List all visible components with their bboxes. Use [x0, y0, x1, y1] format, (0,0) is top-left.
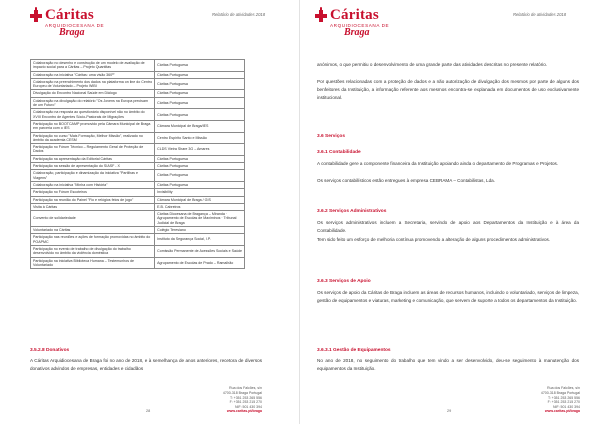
table-cell-entity: Cáritas Portuguesa — [155, 60, 245, 72]
table-cell-activity: Divulgação do Encontro Nacional Saúde em Diálogo — [31, 90, 155, 97]
table-cell-entity: Centro Espírito Santo e Missão — [155, 132, 245, 144]
intro-text-2: Por questões relacionadas com a proteção de dados e a não autorização de divulgação dos mesmos por parte de alguns dos benfeitores da Instituição, a informação referente aos mesmos encontra-se explanada em documentos de uso exclusivamente institucional. — [317, 79, 579, 101]
section-title-contabilidade: 3.6.1 Contabilidade — [317, 150, 361, 155]
section-title-equipamentos: 3.6.3.1 Gestão de Equipamentos — [317, 348, 391, 353]
table-row — [31, 203, 245, 210]
table-cell-entity: Agrupamento de Escolas de Prado – Ramalhão — [155, 257, 245, 269]
table-row — [31, 155, 245, 162]
table-row — [31, 257, 245, 269]
caritas-logo — [315, 8, 389, 38]
table-cell-entity: E.B. Cabreiros — [155, 203, 245, 210]
table-cell-activity: Participação no BOOTCAMP promovido pela Câmara Municipal de Braga em parceria com o IES — [31, 120, 155, 132]
table-cell-entity: Cáritas Diocesana de Bragança – Miranda · Agrupamento de Escolas de Maximinos · Tribunal Judicial de Braga — [155, 211, 245, 227]
website-link[interactable]: www.caritas.pt/braga — [544, 409, 580, 414]
table-row — [31, 109, 245, 121]
contabilidade-text: A contabilidade gere a componente financeira da Instituição apoiando ainda o departamento de Programas e Projetos. — [317, 161, 559, 166]
table-row — [31, 71, 245, 78]
equipamentos-text: No ano de 2018, no seguimento do trabalho que tem vindo a ser desenvolvido, deu-se seguimento à manutenção dos equipamentos da Instituição. — [317, 358, 579, 372]
cross-icon — [315, 10, 327, 22]
collaboration-table — [30, 59, 245, 269]
table-cell-activity: Participação na reunião do Painel "Fio e relógios feios de jogo" — [31, 196, 155, 203]
table-row — [31, 97, 245, 109]
address-line: T: +351 253 265 556 — [229, 395, 262, 400]
caritas-logo — [30, 8, 104, 38]
table-cell-entity: Câmara Municipal de Braga / GIS — [155, 196, 245, 203]
address-block-right — [518, 386, 580, 414]
table-cell-entity: Comissão Permanente de Acessões Sociais e Saúde — [155, 245, 245, 257]
table-cell-activity: Participação no evento de trabalho de divulgação do trabalho desenvolvido no âmbito da violência doméstica — [31, 245, 155, 257]
address-block-left — [200, 386, 262, 414]
brand-subtitle: ARQUIDIOCESANA DE — [330, 23, 390, 28]
table-row — [31, 227, 245, 234]
report-title: Relatório de atividades 2018 — [212, 12, 266, 17]
table-cell-entity: Cáritas Portuguesa — [155, 71, 245, 78]
brand-name: Cáritas — [45, 7, 94, 23]
table-row — [31, 144, 245, 156]
table-cell-activity: Voluntariado na Cáritas — [31, 227, 155, 234]
table-row — [31, 78, 245, 90]
administrativos-text-2: Tem sido feito um esforço de melhoria contínua promovendo a alteração de alguns procedimentos administrativos. — [317, 237, 551, 242]
table-cell-activity: Colaboração na preenchimento dos dados na plataforma on line do Centro Europeu de Voluntariado – Projeto WIBI — [31, 78, 155, 90]
address-line: NIF: 501 430 394 — [234, 404, 262, 409]
table-cell-activity: Colaboração na iniciativa "Minha com História" — [31, 181, 155, 188]
table-cell-activity: Participação no Fórum Escoteiros — [31, 189, 155, 196]
address-line: 4700-318 Braga Portugal — [540, 391, 580, 396]
table-cell-entity: Cáritas Portuguesa — [155, 97, 245, 109]
table-cell-entity: Invisibility — [155, 189, 245, 196]
address-line: Rua dos Falcões, s/n — [547, 386, 580, 391]
table-cell-activity: Colaboração, participação e dinamização da iniciativa "Partilhas e Viagens" — [31, 170, 155, 182]
donativos-text: A Cáritas Arquidiocesana de Braga foi no ano de 2018, e à semelhança de anos anteriores, recetora de diversos donativos advindos de empresas, entidades e cidadãos — [30, 358, 262, 372]
apoio-text: Os serviços de apoio da Cáritas de Braga incluem as áreas de recursos humanos, incluindo o voluntariado, serviços de limpeza, gestão de equipamentos e viaturas, marketing e comunicação, que servem de suporte a todos os departamentos da Instituição. — [317, 290, 579, 304]
brand-city: Braga — [344, 27, 370, 38]
table-row — [31, 181, 245, 188]
table-cell-entity: Cáritas Portuguesa — [155, 90, 245, 97]
table-cell-activity: Colaboração na iniciativa "Cáritas: uma visão 360º" — [31, 71, 155, 78]
table-cell-entity: Cáritas Portuguesa — [155, 78, 245, 90]
table-row — [31, 163, 245, 170]
website-link[interactable]: www.caritas.pt/braga — [226, 409, 262, 414]
table-cell-activity: Participação na iniciativa Biblioteca Humana – Testemunhos de Voluntariado — [31, 257, 155, 269]
table-row — [31, 170, 245, 182]
address-line: NIF: 501 430 394 — [552, 404, 580, 409]
table-row — [31, 120, 245, 132]
administrativos-text: Os serviços administrativos incluem a Secretaria, servindo de apoio aos Departamentos da Instituição e à área da Contabilidade. — [317, 220, 579, 234]
table-cell-activity: Participação no curso "Mais Formação, Melhor Missão", realizado no âmbito da academia CESM — [31, 132, 155, 144]
table-cell-activity: Colaboração no desenho e construção de um modelo de avaliação de impacto social para a Cáritas – Projeto Quantitas — [31, 60, 155, 72]
table-cell-entity: Instituto da Segurança Social, I.P. — [155, 234, 245, 246]
page-number-left: 28 — [146, 409, 151, 413]
table-cell-activity: Convento de solidariedade — [31, 211, 155, 227]
address-line: 4700-318 Braga Portugal — [222, 391, 262, 396]
table-cell-entity: Colégio Teresiano — [155, 227, 245, 234]
address-line: Rua dos Falcões, s/n — [229, 386, 262, 391]
brand-name: Cáritas — [330, 7, 379, 23]
table-row — [31, 90, 245, 97]
table-row — [31, 211, 245, 227]
section-title-donativos: 3.5.2.8 Donativos — [30, 348, 70, 353]
table-row — [31, 60, 245, 72]
brand-subtitle: ARQUIDIOCESANA DE — [45, 23, 105, 28]
table-cell-entity: Cáritas Portuguesa — [155, 163, 245, 170]
address-line: F: +351 253 215 270 — [547, 400, 580, 405]
section-title-servicos: 3.6 Serviços — [317, 134, 346, 139]
table-row — [31, 245, 245, 257]
brand-city: Braga — [59, 27, 85, 38]
table-row — [31, 234, 245, 246]
table-cell-activity: Participação nas reuniões e ações de formação promovidas no âmbito do POAPMC — [31, 234, 155, 246]
contabilidade-text-2: Os serviços contabilísticos estão entregues à empresa CEBRAMA – Contabilistas, Lda. — [317, 178, 495, 183]
table-cell-activity: Colaboração na resposta ao questionário disponível não no âmbito do XVIII Encontro de Agentes Sócio-Pastorais de Migrações — [31, 109, 155, 121]
section-title-apoio: 3.6.3 Serviços de Apoio — [317, 279, 371, 284]
table-cell-entity: Cáritas Portuguesa — [155, 181, 245, 188]
page-right — [300, 0, 600, 424]
table-cell-activity: Participação na apresentação da Editorial Cáritas — [31, 155, 155, 162]
table-cell-activity: Visita à Cáritas — [31, 203, 155, 210]
table-cell-entity: Câmara Municipal de Braga/IES — [155, 120, 245, 132]
table-row — [31, 189, 245, 196]
page-number-right: 29 — [447, 409, 452, 413]
table-cell-activity: Participação na sessão de apresentação do SIASF - X — [31, 163, 155, 170]
table-cell-activity: Colaboração na divulgação do relatório "Os Jovens na Europa precisam de um Futuro" — [31, 97, 155, 109]
intro-text: anónimos, o que permitiu o desenvolvimento de uma grande parte das atividades descritas no presente relatório. — [317, 62, 548, 67]
table-row — [31, 132, 245, 144]
table-row — [31, 196, 245, 203]
section-title-administrativos: 3.6.2 Serviços Administrativos — [317, 209, 387, 214]
address-line: T: +351 253 265 556 — [547, 395, 580, 400]
table-cell-activity: Participação no Fórum Técnico – Regulamento Geral de Proteção de Dados — [31, 144, 155, 156]
table-cell-entity: Cáritas Portuguesa — [155, 170, 245, 182]
cross-icon — [30, 10, 42, 22]
table-cell-entity: Cáritas Portuguesa — [155, 109, 245, 121]
report-title: Relatório de atividades 2018 — [513, 12, 567, 17]
table-cell-entity: Cáritas Portuguesa — [155, 155, 245, 162]
table-cell-entity: CLDS Vieira Share 3G – Amares — [155, 144, 245, 156]
address-line: F: +351 253 215 270 — [229, 400, 262, 405]
